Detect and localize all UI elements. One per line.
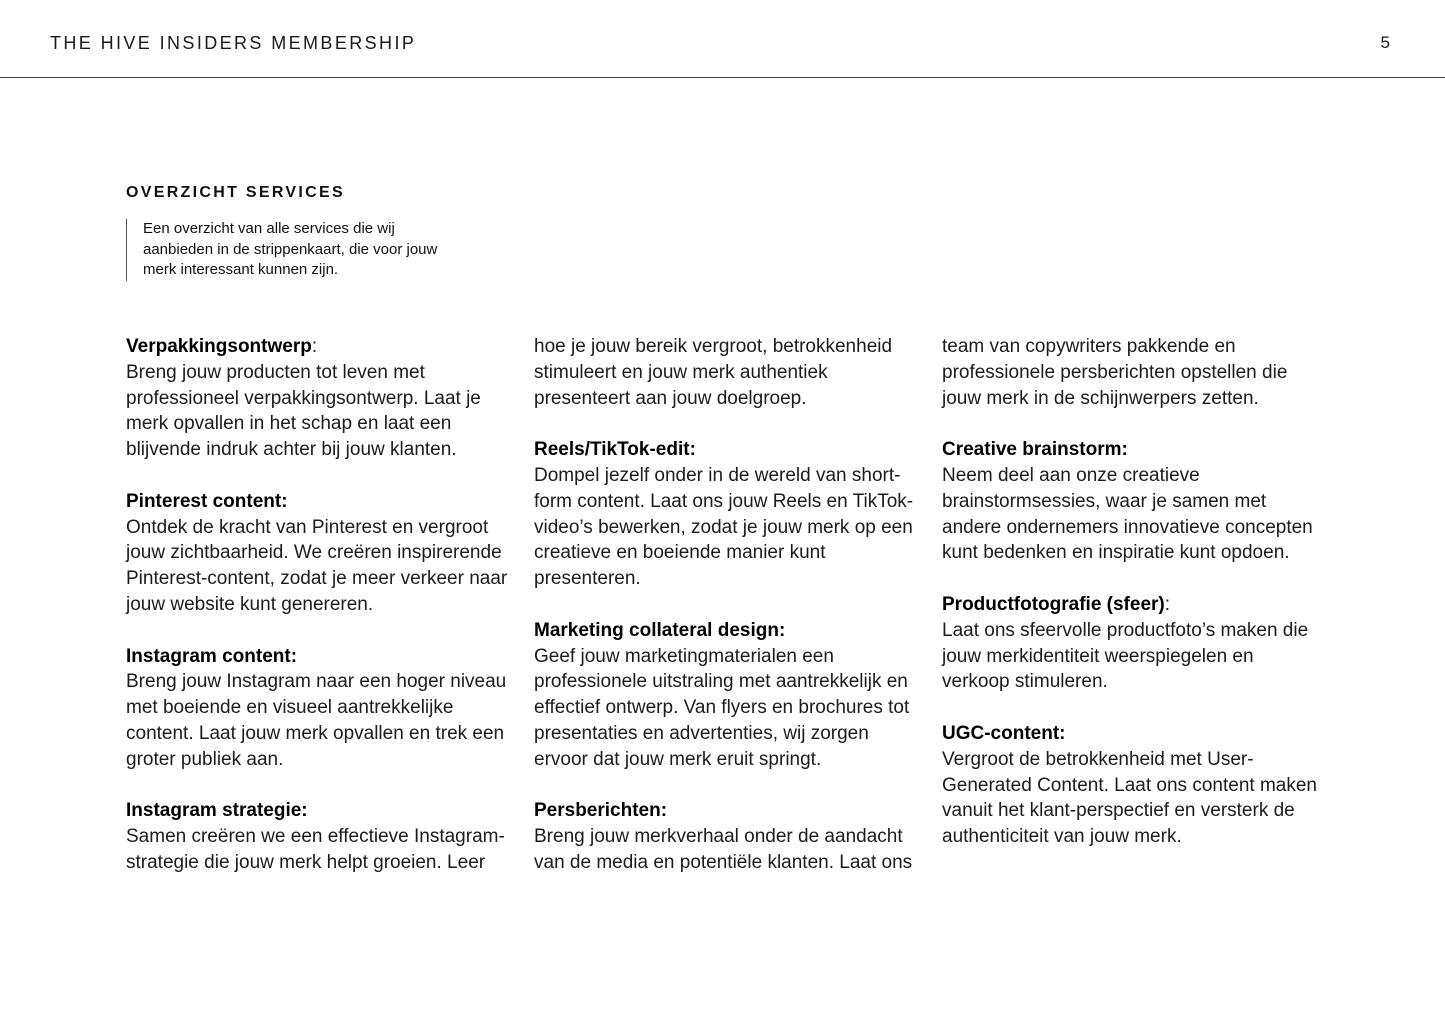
service-item-pinterest-content <box>126 489 510 618</box>
document-title: THE HIVE INSIDERS MEMBERSHIP <box>50 33 417 53</box>
service-title: Productfotografie (sfeer) <box>942 593 1165 615</box>
service-title: Persberichten: <box>534 800 668 822</box>
service-title-suffix: : <box>1164 593 1171 615</box>
service-item-productfotografie <box>942 592 1326 695</box>
service-description: Vergroot de betrokkenheid met User-Generated Content. Laat ons content maken vanuit het klant-perspectief en versterk de authenticiteit van jouw merk. <box>942 748 1317 848</box>
service-description: Breng jouw producten tot leven met professioneel verpakkingsontwerp. Laat je merk opvallen in het schap en laat een blijvende indruk achter bij jouw klanten. <box>126 361 481 461</box>
service-title: Verpakkingsontwerp <box>126 336 312 357</box>
service-item-reels-tiktok-edit <box>534 437 918 592</box>
service-description: Laat ons sfeervolle productfoto’s maken die jouw merkidentiteit weerspiegelen en verkoop stimuleren. <box>942 619 1309 693</box>
service-title: Instagram strategie: <box>126 800 308 822</box>
services-list <box>126 334 1326 894</box>
service-item-ugc-content <box>942 721 1326 850</box>
service-item-instagram-content <box>126 644 510 773</box>
service-description: Neem deel aan onze creatieve brainstormsessies, waar je samen met andere ondernemers innovatieve concepten kunt bedenken en inspiratie kunt opdoen. <box>942 464 1313 564</box>
page-header <box>0 0 1445 78</box>
service-description: Breng jouw Instagram naar een hoger niveau met boeiende en visueel aantrekkelijke content. Laat jouw merk opvallen en trek een groter publiek aan. <box>126 671 507 770</box>
section-title: OVERZICHT SERVICES <box>126 184 345 201</box>
service-description: Ontdek de kracht van Pinterest en vergroot jouw zichtbaarheid. We creëren inspirerende Pinterest-content, zodat je meer verkeer naar jouw website kunt genereren. <box>126 516 508 615</box>
page-number: 5 <box>1380 33 1390 52</box>
section-intro: Een overzicht van alle services die wij aanbieden in de strippenkaart, die voor jouw merk interessant kunnen zijn. <box>126 219 453 281</box>
service-item-creative-brainstorm <box>942 437 1326 566</box>
service-title: Reels/TikTok-edit: <box>534 439 696 461</box>
service-title: UGC-content: <box>942 722 1066 744</box>
service-title: Creative brainstorm: <box>942 439 1128 461</box>
service-description: Breng jouw merkverhaal onder de aandacht van de media en potentiële klanten. Laat ons team van copywriters pakkende en professionele persberichten opstellen die jouw merk in de schijnwerpers zetten. <box>534 336 1288 873</box>
service-description: Samen creëren we een effectieve Instagram-strategie die jouw merk helpt groeien. Leer hoe je jouw bereik vergroot, betrokkenheid stimuleert en jouw merk authentiek presenteert aan jouw doelgroep. <box>126 336 893 873</box>
service-title: Pinterest content: <box>126 490 288 512</box>
service-title-suffix: : <box>311 336 318 357</box>
service-description: Geef jouw marketingmaterialen een professionele uitstraling met aantrekkelijk en effectief ontwerp. Van flyers en brochures tot presentaties en advertenties, wij zorgen ervoor dat jouw merk eruit springt. <box>534 645 910 770</box>
service-item-marketing-collateral-design <box>534 618 918 773</box>
service-description: Dompel jezelf onder in de wereld van short-form content. Laat ons jouw Reels en TikTok-video’s bewerken, zodat je jouw merk op een creatieve en boeiende manier kunt presenteren. <box>534 464 914 590</box>
service-title: Marketing collateral design: <box>534 619 786 641</box>
service-item-verpakkingsontwerp <box>126 334 510 463</box>
service-title: Instagram content: <box>126 645 298 667</box>
